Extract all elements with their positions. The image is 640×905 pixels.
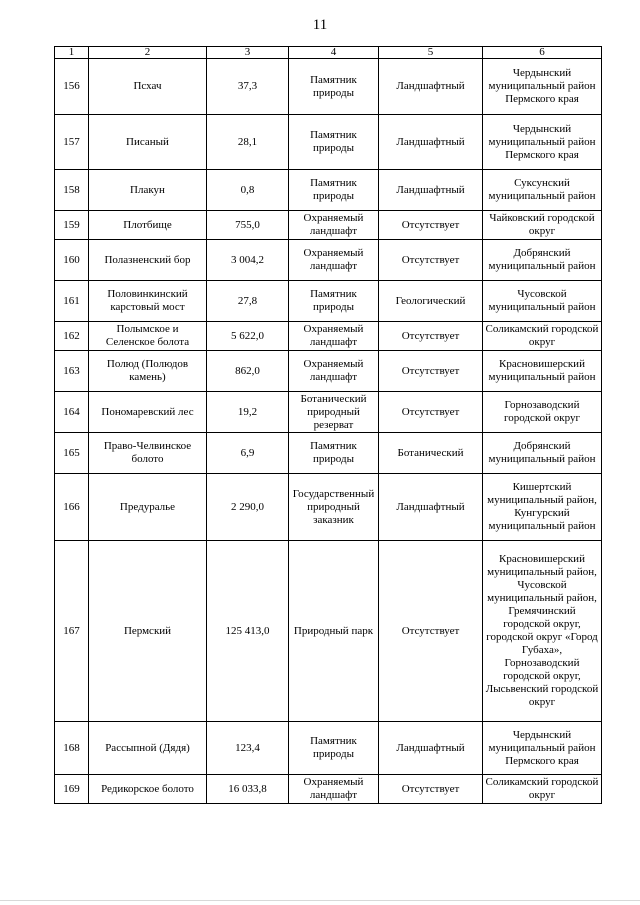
category-cell: Ботанический природный резерват — [289, 392, 379, 433]
area-cell: 6,9 — [207, 433, 289, 474]
profile-cell: Ландшафтный — [379, 59, 483, 115]
profile-cell: Отсутствует — [379, 240, 483, 281]
area-cell: 3 004,2 — [207, 240, 289, 281]
table-row — [55, 59, 602, 115]
location-cell: Добрянский муниципальный район — [483, 240, 602, 281]
category-cell: Памятник природы — [289, 433, 379, 474]
category-cell: Государственный природный заказник — [289, 474, 379, 541]
table-row — [55, 322, 602, 351]
area-cell: 862,0 — [207, 351, 289, 392]
name-cell: Предуралье — [89, 474, 207, 541]
profile-cell: Отсутствует — [379, 322, 483, 351]
row-number-cell: 160 — [55, 240, 89, 281]
location-cell: Горнозаводский городской округ — [483, 392, 602, 433]
row-number-cell: 161 — [55, 281, 89, 322]
table-row — [55, 281, 602, 322]
location-cell: Чайковский городской округ — [483, 211, 602, 240]
table-row — [55, 541, 602, 722]
table-row — [55, 392, 602, 433]
name-cell: Плотбище — [89, 211, 207, 240]
name-cell: Полюд (Полюдов камень) — [89, 351, 207, 392]
row-number-cell: 163 — [55, 351, 89, 392]
area-cell: 28,1 — [207, 115, 289, 170]
name-cell: Пермский — [89, 541, 207, 722]
row-number-cell: 169 — [55, 775, 89, 804]
profile-cell: Ландшафтный — [379, 474, 483, 541]
table-row — [55, 240, 602, 281]
column-number: 6 — [483, 47, 602, 59]
location-cell: Чердынский муниципальный район Пермского края — [483, 59, 602, 115]
scan-edge-line — [0, 900, 640, 901]
category-cell: Охраняемый ландшафт — [289, 211, 379, 240]
table-row — [55, 170, 602, 211]
name-cell: Полымское и Селенское болота — [89, 322, 207, 351]
location-cell: Чердынский муниципальный район Пермского края — [483, 722, 602, 775]
table-row — [55, 211, 602, 240]
area-cell: 37,3 — [207, 59, 289, 115]
location-cell: Красновишерский муниципальный район, Чусовской муниципальный район, Гремячинский городской округ, городской округ «Город Губаха», Горнозаводский городской округ, Лысьвенский городской округ — [483, 541, 602, 722]
profile-cell: Ландшафтный — [379, 170, 483, 211]
column-number: 5 — [379, 47, 483, 59]
row-number-cell: 167 — [55, 541, 89, 722]
profile-cell: Ландшафтный — [379, 115, 483, 170]
profile-cell: Отсутствует — [379, 392, 483, 433]
profile-cell: Геологический — [379, 281, 483, 322]
location-cell: Красновишерский муниципальный район — [483, 351, 602, 392]
name-cell: Рассыпной (Дядя) — [89, 722, 207, 775]
table-row — [55, 433, 602, 474]
location-cell: Чусовской муниципальный район — [483, 281, 602, 322]
name-cell: Половинкинский карстовый мост — [89, 281, 207, 322]
table-row — [55, 351, 602, 392]
category-cell: Природный парк — [289, 541, 379, 722]
table-row — [55, 775, 602, 804]
row-number-cell: 166 — [55, 474, 89, 541]
row-number-cell: 158 — [55, 170, 89, 211]
area-cell: 755,0 — [207, 211, 289, 240]
row-number-cell: 168 — [55, 722, 89, 775]
area-cell: 123,4 — [207, 722, 289, 775]
location-cell: Кишертский муниципальный район, Кунгурский муниципальный район — [483, 474, 602, 541]
profile-cell: Отсутствует — [379, 541, 483, 722]
row-number-cell: 157 — [55, 115, 89, 170]
area-cell: 19,2 — [207, 392, 289, 433]
area-cell: 27,8 — [207, 281, 289, 322]
area-cell: 0,8 — [207, 170, 289, 211]
profile-cell: Отсутствует — [379, 351, 483, 392]
category-cell: Памятник природы — [289, 722, 379, 775]
profile-cell: Ландшафтный — [379, 722, 483, 775]
row-number-cell: 159 — [55, 211, 89, 240]
row-number-cell: 165 — [55, 433, 89, 474]
category-cell: Охраняемый ландшафт — [289, 775, 379, 804]
location-cell: Суксунский муниципальный район — [483, 170, 602, 211]
table-row — [55, 115, 602, 170]
location-cell: Соликамский городской округ — [483, 775, 602, 804]
area-cell: 16 033,8 — [207, 775, 289, 804]
row-number-cell: 164 — [55, 392, 89, 433]
table-row — [55, 474, 602, 541]
category-cell: Охраняемый ландшафт — [289, 240, 379, 281]
column-number-row — [55, 47, 602, 59]
category-cell: Памятник природы — [289, 281, 379, 322]
location-cell: Чердынский муниципальный район Пермского края — [483, 115, 602, 170]
profile-cell: Отсутствует — [379, 775, 483, 804]
name-cell: Право-Челвинское болото — [89, 433, 207, 474]
protected-areas-table — [54, 46, 602, 804]
column-number: 1 — [55, 47, 89, 59]
name-cell: Плакун — [89, 170, 207, 211]
category-cell: Памятник природы — [289, 115, 379, 170]
name-cell: Псхач — [89, 59, 207, 115]
row-number-cell: 162 — [55, 322, 89, 351]
category-cell: Охраняемый ландшафт — [289, 351, 379, 392]
profile-cell: Ботанический — [379, 433, 483, 474]
name-cell: Писаный — [89, 115, 207, 170]
row-number-cell: 156 — [55, 59, 89, 115]
page-number: 11 — [312, 17, 328, 33]
location-cell: Соликамский городской округ — [483, 322, 602, 351]
table-row — [55, 722, 602, 775]
category-cell: Памятник природы — [289, 59, 379, 115]
category-cell: Охраняемый ландшафт — [289, 322, 379, 351]
area-cell: 125 413,0 — [207, 541, 289, 722]
column-number: 4 — [289, 47, 379, 59]
name-cell: Редикорское болото — [89, 775, 207, 804]
area-cell: 5 622,0 — [207, 322, 289, 351]
area-cell: 2 290,0 — [207, 474, 289, 541]
category-cell: Памятник природы — [289, 170, 379, 211]
profile-cell: Отсутствует — [379, 211, 483, 240]
column-number: 2 — [89, 47, 207, 59]
column-number: 3 — [207, 47, 289, 59]
location-cell: Добрянский муниципальный район — [483, 433, 602, 474]
name-cell: Полазненский бор — [89, 240, 207, 281]
name-cell: Пономаревский лес — [89, 392, 207, 433]
